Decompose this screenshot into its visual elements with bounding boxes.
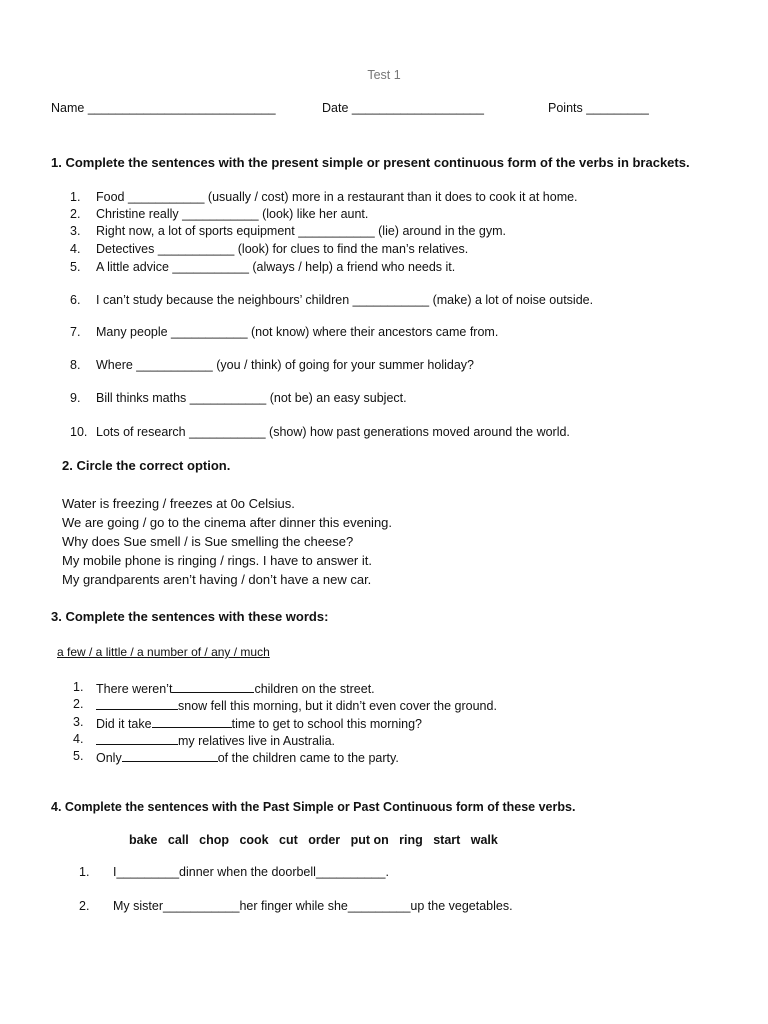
s1-item-text: Christine really ___________ (look) like her aunt. [96, 207, 369, 221]
option-line: We are going / go to the cinema after dinner this evening. [62, 515, 393, 530]
s3-item-post: children on the street. [254, 682, 375, 696]
s3-item-line [96, 732, 335, 748]
s1-item-text: Food ___________ (usually / cost) more in a restaurant than it does to cook it at home. [96, 190, 578, 204]
s3-item-blank [152, 715, 232, 728]
s1-item-number: 10. [70, 425, 88, 439]
word-bank: a few / a little / a number of / any / much [57, 645, 270, 659]
page-title: Test 1 [367, 68, 401, 82]
section3-heading: 3. Complete the sentences with these words: [51, 609, 329, 624]
s1-item-number: 9. [70, 391, 81, 405]
s3-item-line [96, 680, 375, 696]
s3-item-blank [172, 680, 254, 693]
points-field: Points _________ [548, 101, 649, 115]
s1-item-text: Bill thinks maths ___________ (not be) an easy subject. [96, 391, 407, 405]
s3-item-post: my relatives live in Australia. [178, 734, 336, 748]
s1-item-number: 4. [70, 242, 81, 256]
s1-item-number: 7. [70, 325, 81, 339]
s3-item-post: time to get to school this morning? [231, 717, 422, 731]
s3-item-post: snow fell this morning, but it didn’t even cover the ground. [178, 699, 497, 713]
option-line: My grandparents aren’t having / don’t have a new car. [62, 572, 372, 587]
section1-heading: 1. Complete the sentences with the present simple or present continuous form of the verbs in brackets. [51, 155, 690, 170]
s3-item-number: 5. [73, 749, 84, 763]
option-line: My mobile phone is ringing / rings. I have to answer it. [62, 553, 372, 568]
s1-item-text: Detectives ___________ (look) for clues to find the man’s relatives. [96, 242, 469, 256]
s3-item-line [96, 715, 422, 731]
s3-item-number: 1. [73, 680, 84, 694]
option-line: Water is freezing / freezes at 0o Celsius. [62, 496, 295, 511]
s1-item-text: Right now, a lot of sports equipment ___________ (lie) around in the gym. [96, 224, 506, 238]
s4-item-text: I_________dinner when the doorbell__________. [113, 865, 389, 879]
s3-item-pre: Only [96, 751, 122, 765]
s4-item-number: 2. [79, 899, 90, 913]
date-field: Date ___________________ [322, 101, 484, 115]
s3-item-number: 3. [73, 715, 84, 729]
s4-item-number: 1. [79, 865, 90, 879]
option-line: Why does Sue smell / is Sue smelling the cheese? [62, 534, 354, 549]
s1-item-number: 1. [70, 190, 81, 204]
s3-item-pre: Did it take [96, 717, 152, 731]
s1-item-number: 6. [70, 293, 81, 307]
section4-heading: 4. Complete the sentences with the Past Simple or Past Continuous form of these verbs. [51, 800, 576, 814]
s3-item-post: of the children came to the party. [217, 751, 399, 765]
s1-item-number: 5. [70, 260, 81, 274]
s1-item-text: Where ___________ (you / think) of going for your summer holiday? [96, 358, 474, 372]
s3-item-blank [96, 697, 178, 710]
s1-item-number: 8. [70, 358, 81, 372]
s3-item-blank [96, 732, 178, 745]
s1-item-number: 2. [70, 207, 81, 221]
s3-item-blank [122, 749, 218, 762]
s3-item-line [96, 749, 399, 765]
s3-item-number: 4. [73, 732, 84, 746]
name-field: Name ___________________________ [51, 101, 276, 115]
s1-item-text: Many people ___________ (not know) where their ancestors came from. [96, 325, 499, 339]
section2-heading: 2. Circle the correct option. [62, 458, 231, 473]
s1-item-text: I can’t study because the neighbours’ children ___________ (make) a lot of noise outside. [96, 293, 594, 307]
s1-item-number: 3. [70, 224, 81, 238]
s3-item-number: 2. [73, 697, 84, 711]
s4-item-text: My sister___________her finger while she_________up the vegetables. [113, 899, 513, 913]
s1-item-text: Lots of research ___________ (show) how past generations moved around the world. [96, 425, 570, 439]
s3-item-pre: There weren’t [96, 682, 173, 696]
verb-bank: bake call chop cook cut order put on ring start walk [129, 833, 498, 847]
s3-item-line [96, 697, 497, 713]
s1-item-text: A little advice ___________ (always / help) a friend who needs it. [96, 260, 456, 274]
